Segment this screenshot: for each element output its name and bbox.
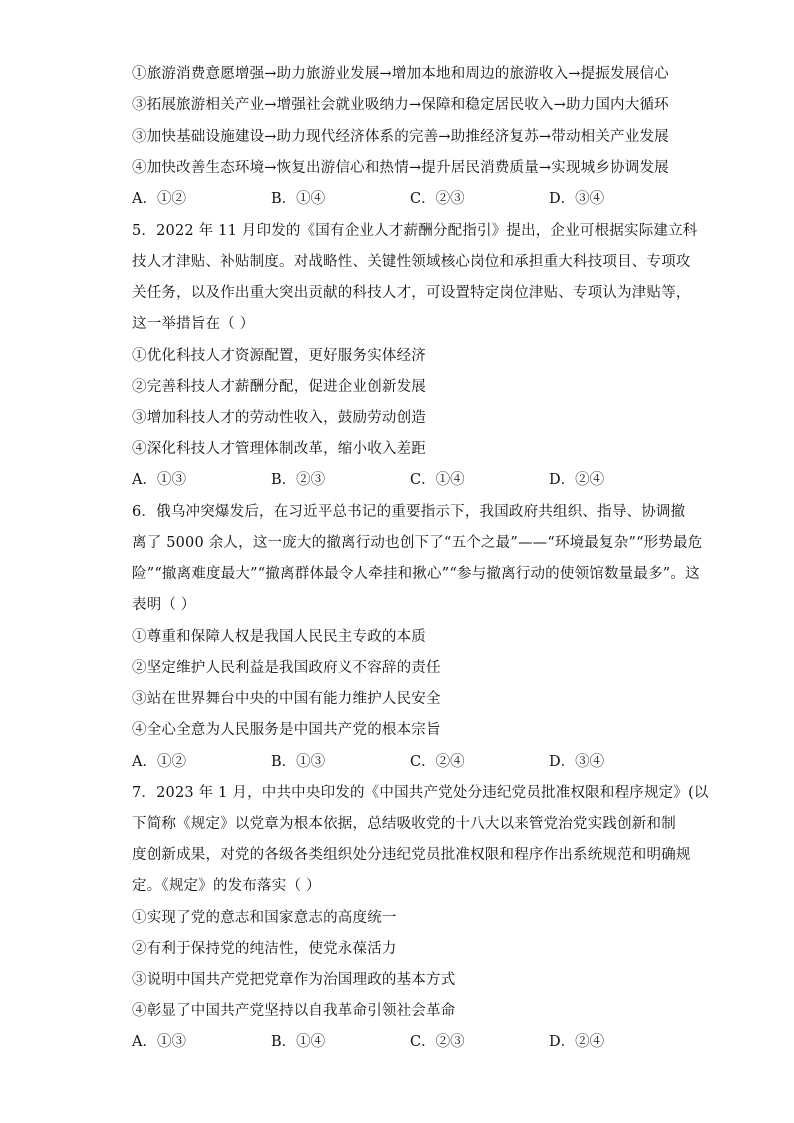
q7-answer-c[interactable]: C．②③ <box>410 1034 465 1050</box>
q7-answer-b[interactable]: B．①④ <box>271 1034 326 1050</box>
q5-stem-line-4: 这一举措旨在（ ） <box>132 316 255 332</box>
q6-stem-line-4: 表明（ ） <box>132 597 196 613</box>
q6-answer-b[interactable]: B．①③ <box>271 754 326 770</box>
q4-answer-b[interactable]: B．①④ <box>271 191 326 207</box>
q4-option-3: ③加快基础设施建设→助力现代经济体系的完善→助推经济复苏→带动相关产业发展 <box>132 129 669 145</box>
q4-answer-a[interactable]: A．①② <box>132 191 186 207</box>
q5-answer-d[interactable]: D．②④ <box>549 472 605 488</box>
q5-option-3: ③增加科技人才的劳动性收入，鼓励劳动创造 <box>132 410 426 426</box>
q4-answer-d[interactable]: D．③④ <box>549 191 605 207</box>
q6-option-2: ②坚定维护人民利益是我国政府义不容辞的责任 <box>132 660 441 676</box>
q7-stem-line-3: 度创新成果，对党的各级各类组织处分违纪党员批准权限和程序作出系统规范和明确规 <box>132 847 691 863</box>
q6-stem-line-3: 险”“撤离难度最大”“撤离群体最令人牵挂和揪心”“参与撤离行动的使领馆数量最多”。这 <box>132 566 700 582</box>
q6-answer-a[interactable]: A．①② <box>132 754 186 770</box>
q7-answer-d[interactable]: D．②④ <box>549 1034 605 1050</box>
q5-answer-a[interactable]: A．①③ <box>132 472 186 488</box>
q7-stem-line-4: 定。《规定》的发布落实（ ） <box>132 878 321 894</box>
q5-option-2: ②完善科技人才薪酬分配，促进企业创新发展 <box>132 379 426 395</box>
q7-option-4: ④彰显了中国共产党坚持以自我革命引领社会革命 <box>132 1003 456 1019</box>
q6-option-4: ④全心全意为人民服务是中国共产党的根本宗旨 <box>132 722 441 738</box>
q7-stem-line-1: 7．2023 年 1 月，中共中央印发的《中国共产党处分违纪党员批准权限和程序规定》(以 <box>132 785 709 801</box>
q6-option-1: ①尊重和保障人权是我国人民民主专政的本质 <box>132 629 426 645</box>
q4-answer-c[interactable]: C．②③ <box>410 191 465 207</box>
q5-answer-c[interactable]: C．①④ <box>410 472 465 488</box>
q5-option-4: ④深化科技人才管理体制改革，缩小收入差距 <box>132 441 426 457</box>
q5-stem-line-3: 关任务，以及作出重大突出贡献的科技人才，可设置特定岗位津贴、专项认为津贴等， <box>132 285 691 301</box>
q6-stem-line-2: 离了 5000 余人，这一庞大的撤离行动也创下了“五个之最”——“环境最复杂”“形势最危 <box>132 535 703 551</box>
q6-answer-c[interactable]: C．②④ <box>410 754 465 770</box>
q5-stem-line-1: 5．2022 年 11 月印发的《国有企业人才薪酬分配指引》提出，企业可根据实际建立科 <box>132 223 698 239</box>
q5-stem-line-2: 技人才津贴、补贴制度。对战略性、关键性领域核心岗位和承担重大科技项目、专项攻 <box>132 254 691 270</box>
q4-option-4: ④加快改善生态环境→恢复出游信心和热情→提升居民消费质量→实现城乡协调发展 <box>132 160 669 176</box>
q7-option-3: ③说明中国共产党把党章作为治国理政的基本方式 <box>132 972 456 988</box>
q7-stem-line-2: 下简称《规定》以党章为根本依据，总结吸收党的十八大以来管党治党实践创新和制 <box>132 816 676 832</box>
q7-option-2: ②有利于保持党的纯洁性，使党永葆活力 <box>132 941 397 957</box>
q4-option-2: ③拓展旅游相关产业→增强社会就业吸纳力→保障和稳定居民收入→助力国内大循环 <box>132 97 669 113</box>
q5-option-1: ①优化科技人才资源配置，更好服务实体经济 <box>132 348 426 364</box>
q4-option-1: ①旅游消费意愿增强→助力旅游业发展→增加本地和周边的旅游收入→提振发展信心 <box>132 66 669 82</box>
q7-answer-a[interactable]: A．①③ <box>132 1034 186 1050</box>
q6-option-3: ③站在世界舞台中央的中国有能力维护人民安全 <box>132 691 441 707</box>
q7-option-1: ①实现了党的意志和国家意志的高度统一 <box>132 910 397 926</box>
q5-answer-b[interactable]: B．②③ <box>271 472 326 488</box>
q6-answer-d[interactable]: D．③④ <box>549 754 605 770</box>
q6-stem-line-1: 6．俄乌冲突爆发后，在习近平总书记的重要指示下，我国政府共组织、指导、协调撤 <box>132 504 686 520</box>
